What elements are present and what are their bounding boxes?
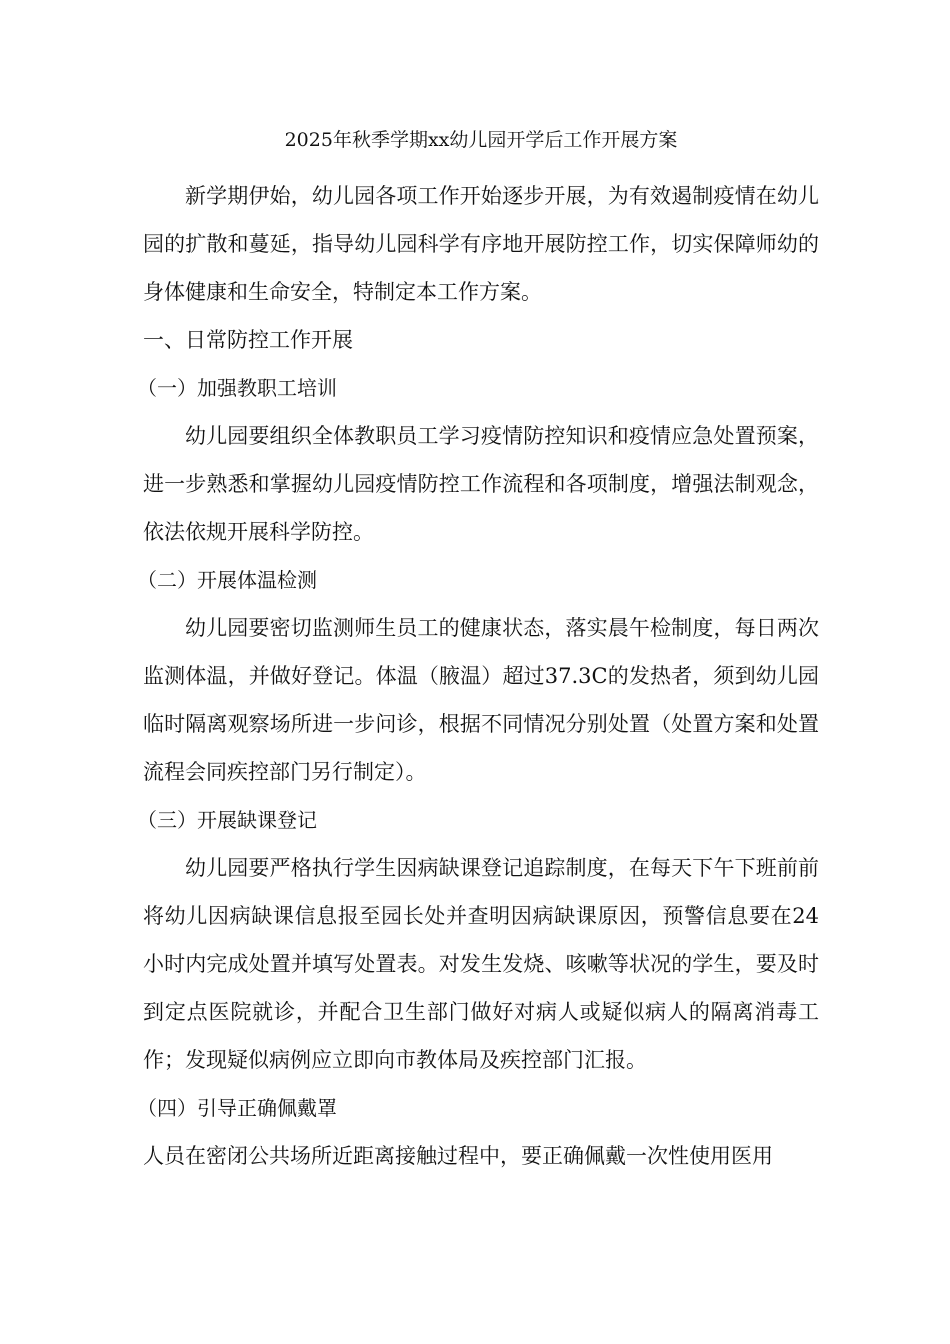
document-body <box>137 122 819 1180</box>
subsection-1-body: 幼儿园要组织全体教职员工学习疫情防控知识和疫情应急处置预案，进一步熟悉和掌握幼儿园疫情防控工作流程和各项制度，增强法制观念，依法依规开展科学防控。 <box>143 424 819 544</box>
subsection-1-heading: （一）加强教职工培训 <box>137 376 337 400</box>
subsection-2-body: 幼儿园要密切监测师生员工的健康状态，落实晨午检制度，每日两次监测体温，并做好登记。体温（腋温）超过37.3C的发热者，须到幼儿园临时隔离观察场所进一步问诊，根据不同情况分别处置（处置方案和处置流程会同疾控部门另行制定）。 <box>143 616 819 784</box>
subsection-2-heading: （二）开展体温检测 <box>137 568 317 592</box>
subsection-3-body: 幼儿园要严格执行学生因病缺课登记追踪制度，在每天下午下班前前将幼儿因病缺课信息报至园长处并查明因病缺课原因，预警信息要在24小时内完成处置并填写处置表。对发生发烧、咳嗽等状况的学生，要及时到定点医院就诊，并配合卫生部门做好对病人或疑似病人的隔离消毒工作；发现疑似病例应立即向市教体局及疾控部门汇报。 <box>143 856 819 1072</box>
document-title: 2025年秋季学期xx幼儿园开学后工作开展方案 <box>284 129 678 151</box>
subsection-4-body: 人员在密闭公共场所近距离接触过程中，要正确佩戴一次性使用医用 <box>143 1144 773 1168</box>
subsection-4-heading: （四）引导正确佩戴罩 <box>137 1096 337 1120</box>
intro-paragraph: 新学期伊始，幼儿园各项工作开始逐步开展，为有效遏制疫情在幼儿园的扩散和蔓延，指导幼儿园科学有序地开展防控工作，切实保障师幼的身体健康和生命安全，特制定本工作方案。 <box>143 184 819 304</box>
subsection-3-heading: （三）开展缺课登记 <box>137 808 317 832</box>
title-spacer <box>143 158 819 172</box>
section-1-heading: 一、日常防控工作开展 <box>143 328 353 352</box>
